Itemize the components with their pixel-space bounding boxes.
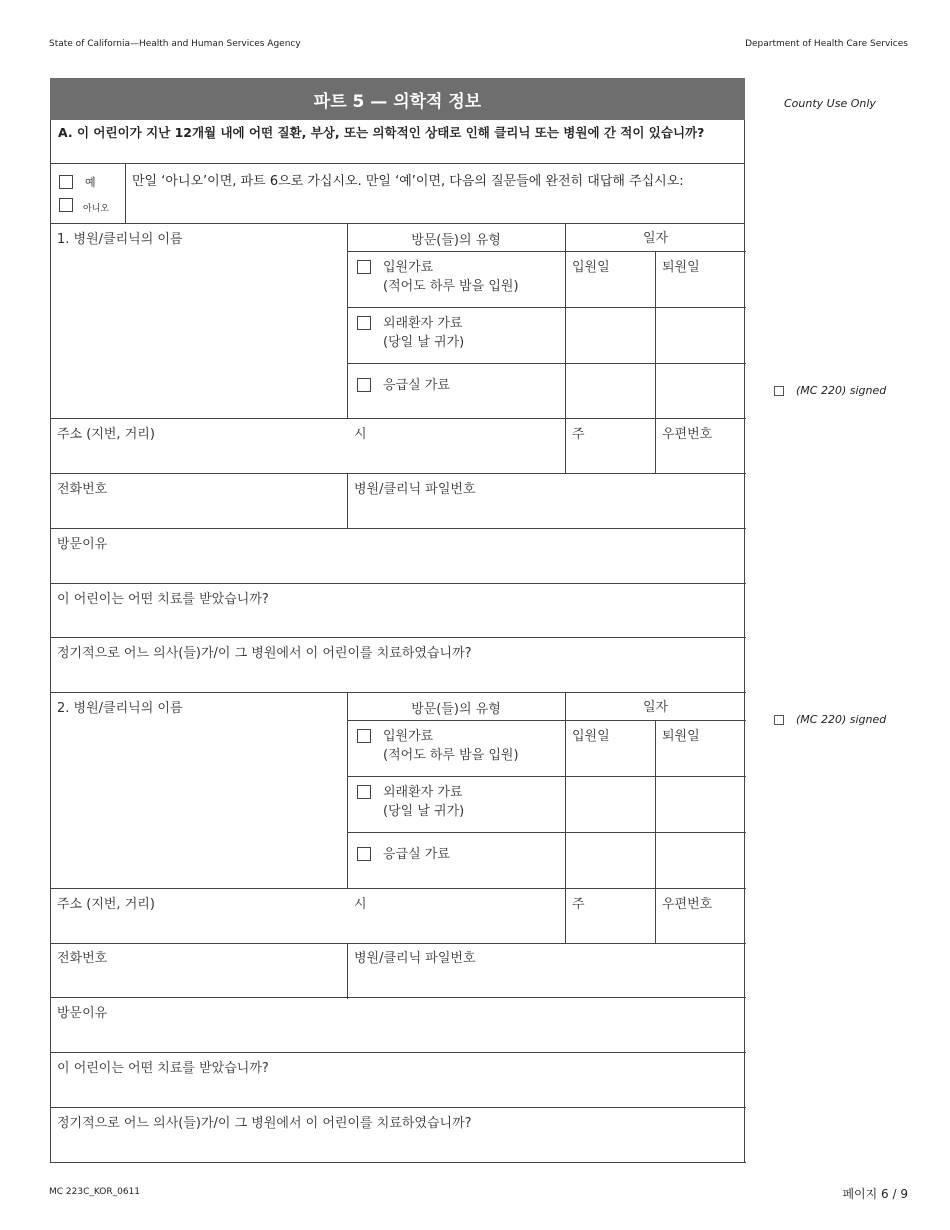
treatment-field[interactable]: 이 어린이는 어떤 치료를 받았습니까? <box>57 592 269 607</box>
question-text: 이 어린이가 지난 12개월 내에 어떤 질환, 부상, 또는 의학적인 상태로 인해 클리닉 또는 병원에 간 적이 있습니까? <box>77 125 705 140</box>
address-field[interactable]: 주소 (지번, 거리) <box>57 427 155 442</box>
county-use-only-label: County Use Only <box>784 97 876 110</box>
address-field[interactable]: 주소 (지번, 거리) <box>57 897 155 912</box>
file-number-field[interactable]: 병원/클리닉 파일번호 <box>354 951 476 966</box>
emergency-label: 응급실 가료 <box>383 378 450 393</box>
no-option[interactable] <box>59 193 125 216</box>
doctors-field[interactable]: 정기적으로 어느 의사(들)가/이 그 병원에서 이 어린이를 치료하였습니까? <box>57 1116 472 1131</box>
yes-no-options <box>51 164 126 223</box>
outpatient-label: 외래환자 가료 <box>383 785 463 800</box>
mc220-signed-2[interactable] <box>774 713 886 726</box>
discharge-date-field[interactable]: 퇴원일 <box>662 260 700 275</box>
signed-checkbox[interactable] <box>774 386 784 396</box>
outpatient-label: 외래환자 가료 <box>383 316 463 331</box>
outpatient-note: (당일 날 귀가) <box>383 335 465 350</box>
city-field[interactable]: 시 <box>354 427 367 442</box>
yes-option[interactable] <box>59 170 125 193</box>
hospital-name-field[interactable]: 2. 병원/클리닉의 이름 <box>57 701 183 716</box>
inpatient-checkbox[interactable] <box>357 729 371 743</box>
inpatient-label: 입원가료 <box>383 729 434 744</box>
signed-label: (MC 220) signed <box>796 384 887 397</box>
state-field[interactable]: 주 <box>572 427 585 442</box>
phone-field[interactable]: 전화번호 <box>57 951 108 966</box>
emergency-option[interactable] <box>357 845 450 864</box>
reason-field[interactable]: 방문이유 <box>57 537 108 552</box>
visit-type-header: 방문(들)의 유형 <box>411 233 501 248</box>
city-field[interactable]: 시 <box>354 897 367 912</box>
phone-field[interactable]: 전화번호 <box>57 482 108 497</box>
hospital-block-1 <box>50 224 745 693</box>
no-checkbox[interactable] <box>59 198 73 212</box>
inpatient-note: (적어도 하루 밤을 입원) <box>383 748 519 763</box>
reason-field[interactable]: 방문이유 <box>57 1006 108 1021</box>
inpatient-label: 입원가료 <box>383 260 434 275</box>
file-number-field[interactable]: 병원/클리닉 파일번호 <box>354 482 476 497</box>
admit-date-field[interactable]: 입원일 <box>572 729 610 744</box>
yes-checkbox[interactable] <box>59 175 73 189</box>
form-id: MC 223C_KOR_0611 <box>49 1187 141 1197</box>
yes-no-row <box>50 164 745 224</box>
question-a <box>50 120 745 164</box>
agency-header: State of California—Health and Human Services Agency <box>49 39 301 49</box>
yes-label: 예 <box>85 175 96 189</box>
date-header: 일자 <box>642 700 669 715</box>
admit-date-field[interactable]: 입원일 <box>572 260 610 275</box>
medical-info-form <box>50 78 745 1163</box>
outpatient-option[interactable] <box>357 314 464 352</box>
treatment-field[interactable]: 이 어린이는 어떤 치료를 받았습니까? <box>57 1061 269 1076</box>
section-title: 파트 5 — 의학적 정보 <box>50 78 745 120</box>
emergency-option[interactable] <box>357 376 450 395</box>
zip-field[interactable]: 우편번호 <box>662 897 713 912</box>
instruction-text: 만일 ‘아니오’이면, 파트 6으로 가십시오. 만일 ‘예’이면, 다음의 질문들에 완전히 대답해 주십시오: <box>132 174 684 189</box>
date-header: 일자 <box>642 231 669 246</box>
outpatient-option[interactable] <box>357 783 464 821</box>
inpatient-note: (적어도 하루 밤을 입원) <box>383 279 519 294</box>
signed-label: (MC 220) signed <box>796 713 887 726</box>
inpatient-checkbox[interactable] <box>357 260 371 274</box>
question-letter: A. <box>58 125 73 140</box>
outpatient-checkbox[interactable] <box>357 316 371 330</box>
hospital-block-2 <box>50 693 745 1163</box>
visit-type-header: 방문(들)의 유형 <box>411 702 501 717</box>
no-label: 아니오 <box>83 204 110 214</box>
emergency-label: 응급실 가료 <box>383 847 450 862</box>
emergency-checkbox[interactable] <box>357 847 371 861</box>
zip-field[interactable]: 우편번호 <box>662 427 713 442</box>
emergency-checkbox[interactable] <box>357 378 371 392</box>
state-field[interactable]: 주 <box>572 897 585 912</box>
inpatient-option[interactable] <box>357 727 519 765</box>
mc220-signed-1[interactable] <box>774 384 886 397</box>
discharge-date-field[interactable]: 퇴원일 <box>662 729 700 744</box>
outpatient-checkbox[interactable] <box>357 785 371 799</box>
inpatient-option[interactable] <box>357 258 519 296</box>
hospital-name-field[interactable]: 1. 병원/클리닉의 이름 <box>57 232 183 247</box>
signed-checkbox[interactable] <box>774 715 784 725</box>
doctors-field[interactable]: 정기적으로 어느 의사(들)가/이 그 병원에서 이 어린이를 치료하였습니까? <box>57 646 472 661</box>
page-number: 페이지 6 / 9 <box>842 1187 908 1201</box>
outpatient-note: (당일 날 귀가) <box>383 804 465 819</box>
department-header: Department of Health Care Services <box>745 39 908 49</box>
